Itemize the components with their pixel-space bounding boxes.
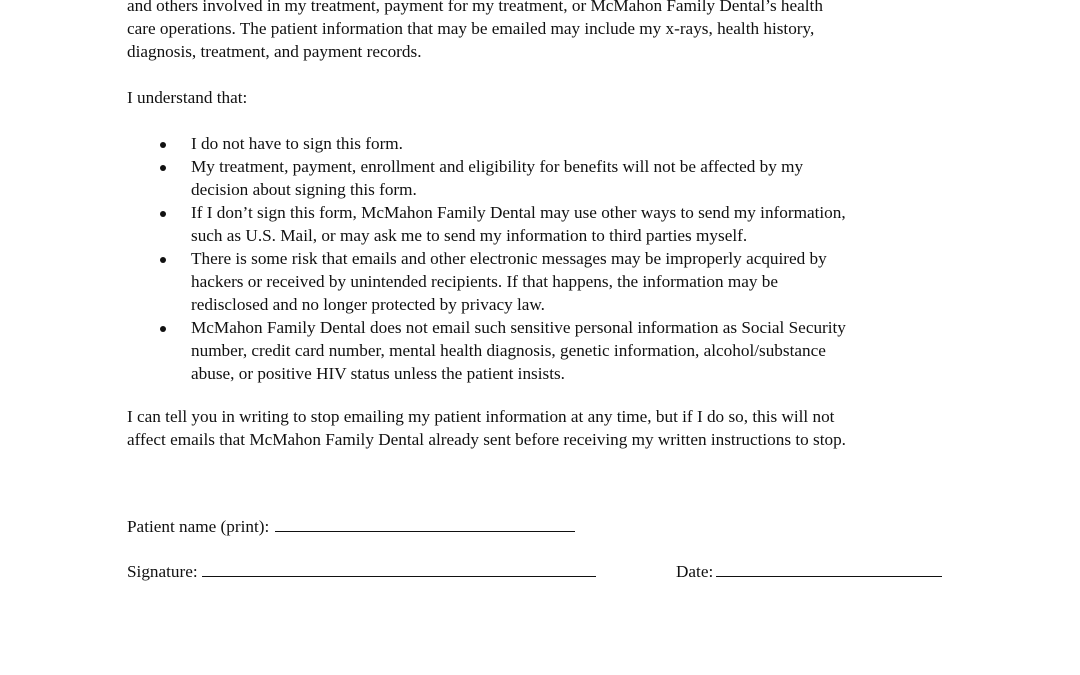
- bullet-dot-icon: [160, 165, 166, 171]
- date-field: [676, 560, 942, 583]
- intro-paragraph: [127, 0, 957, 63]
- patient-name-label: Patient name (print):: [127, 517, 270, 536]
- bullet-line: If I don’t sign this form, McMahon Family Dental may use other ways to send my information,: [191, 203, 846, 222]
- bullet-line: I do not have to sign this form.: [191, 134, 403, 153]
- date-label: Date:: [676, 562, 714, 581]
- intro-line: and others involved in my treatment, payment for my treatment, or McMahon Family Dental’s health: [127, 0, 823, 15]
- signature-blank[interactable]: [202, 560, 596, 577]
- date-blank[interactable]: [716, 560, 942, 577]
- bullet-line: My treatment, payment, enrollment and eligibility for benefits will not be affected by my: [191, 157, 804, 176]
- bullet-dot-icon: [160, 142, 166, 148]
- closing-line: affect emails that McMahon Family Dental already sent before receiving my written instructions to stop.: [127, 430, 846, 449]
- bullet-line: such as U.S. Mail, or may ask me to send my information to third parties myself.: [191, 226, 748, 245]
- bullet-dot-icon: [160, 326, 166, 332]
- patient-name-blank[interactable]: [275, 515, 575, 532]
- signature-label: Signature:: [127, 562, 198, 581]
- bullet-item: [127, 132, 957, 155]
- bullet-line: decision about signing this form.: [191, 180, 417, 199]
- signature-field: [127, 560, 596, 583]
- intro-line: care operations. The patient information that may be emailed may include my x-rays, health history,: [127, 19, 815, 38]
- bullet-line: hackers or received by unintended recipients. If that happens, the information may be: [191, 272, 779, 291]
- bullet-item: [127, 247, 957, 316]
- bullet-dot-icon: [160, 257, 166, 263]
- closing-line: I can tell you in writing to stop emailing my patient information at any time, but if I do so, this will not: [127, 407, 835, 426]
- patient-name-field: [127, 515, 575, 538]
- bullet-item: [127, 316, 957, 385]
- understand-heading: I understand that:: [127, 88, 248, 107]
- bullet-line: McMahon Family Dental does not email such sensitive personal information as Social Security: [191, 318, 846, 337]
- bullet-dot-icon: [160, 211, 166, 217]
- understanding-bullet-list: [127, 132, 957, 385]
- bullet-line: number, credit card number, mental health diagnosis, genetic information, alcohol/substance: [191, 341, 826, 360]
- bullet-line: redisclosed and no longer protected by privacy law.: [191, 295, 545, 314]
- bullet-line: There is some risk that emails and other electronic messages may be improperly acquired by: [191, 249, 827, 268]
- bullet-line: abuse, or positive HIV status unless the patient insists.: [191, 364, 565, 383]
- bullet-item: [127, 201, 957, 247]
- intro-line: diagnosis, treatment, and payment records.: [127, 42, 422, 61]
- closing-paragraph: [127, 405, 957, 451]
- bullet-item: [127, 155, 957, 201]
